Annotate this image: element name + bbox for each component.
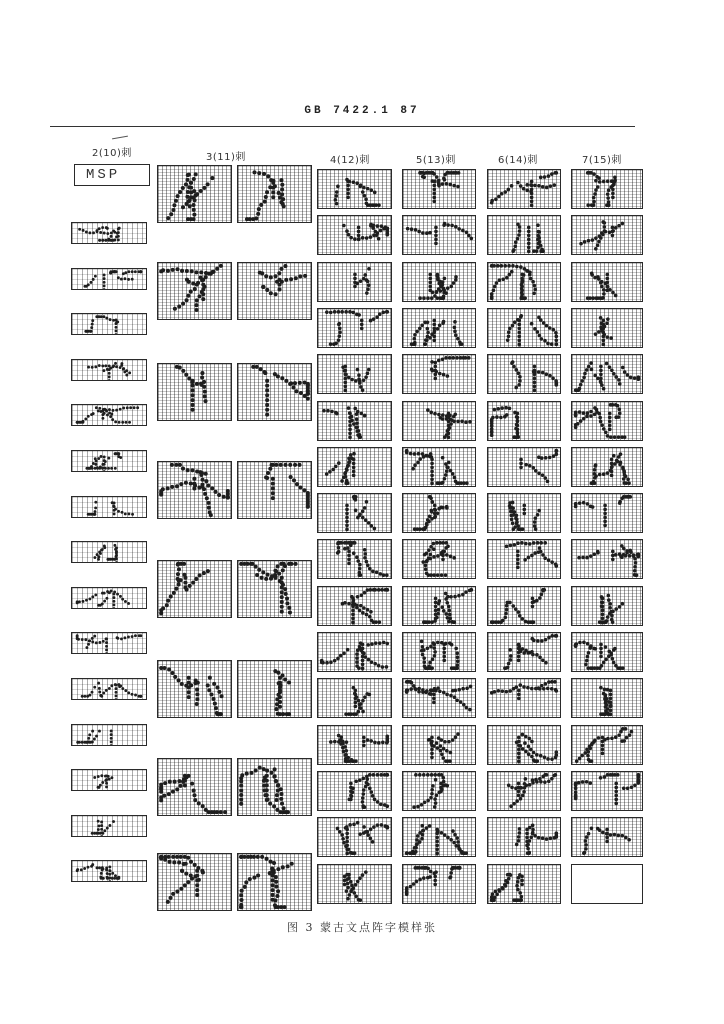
glyph-dots — [488, 216, 560, 254]
col3-matrix-cell — [157, 363, 232, 421]
standard-number: GB 7422.1 87 — [304, 105, 420, 117]
glyph-dots — [488, 865, 560, 903]
col7-matrix-cell — [571, 308, 643, 348]
glyph-dots — [318, 494, 391, 532]
col3-matrix-cell — [237, 262, 312, 320]
col2-strip-cell — [71, 860, 147, 882]
col7-matrix-cell — [571, 725, 643, 765]
glyph-dots — [318, 216, 391, 254]
glyph-dots — [572, 633, 642, 671]
column-label-7: 7(15)刺 — [582, 155, 622, 166]
col5-matrix-cell — [402, 771, 476, 811]
col6-matrix-cell — [487, 493, 561, 533]
glyph-dots — [488, 309, 560, 347]
col4-matrix-cell — [317, 401, 392, 441]
glyph-dots — [72, 588, 146, 608]
col4-matrix-cell — [317, 354, 392, 394]
column-label-5: 5(13)刺 — [416, 155, 456, 166]
glyph-dots — [488, 772, 560, 810]
glyph-dots — [238, 661, 311, 717]
glyph-dots — [72, 816, 146, 836]
scribble-mark — [112, 136, 128, 140]
col7-matrix-cell — [571, 539, 643, 579]
glyph-dots — [403, 170, 475, 208]
glyph-dots — [488, 679, 560, 717]
glyph-dots — [72, 770, 146, 790]
glyph-dots — [403, 540, 475, 578]
glyph-dots — [488, 355, 560, 393]
glyph-dots — [572, 818, 642, 856]
glyph-dots — [572, 448, 642, 486]
glyph-dots — [238, 263, 311, 319]
glyph-dots — [318, 587, 391, 625]
glyph-dots — [403, 633, 475, 671]
col7-matrix-cell — [571, 632, 643, 672]
col3-matrix-cell — [157, 758, 232, 816]
col3-matrix-cell — [157, 165, 232, 223]
figure-caption: 图 3 蒙古文点阵字模样张 — [287, 921, 437, 934]
glyph-dots — [488, 633, 560, 671]
col5-matrix-cell — [402, 262, 476, 302]
msp-sample-label: MSP — [86, 167, 121, 183]
glyph-dots — [318, 772, 391, 810]
col5-matrix-cell — [402, 169, 476, 209]
col2-strip-cell — [71, 222, 147, 244]
glyph-dots — [72, 451, 146, 471]
col6-matrix-cell — [487, 401, 561, 441]
glyph-dots — [572, 216, 642, 254]
col6-matrix-cell — [487, 447, 561, 487]
glyph-dots — [158, 759, 231, 815]
col7-matrix-cell — [571, 262, 643, 302]
glyph-dots — [488, 587, 560, 625]
col2-strip-cell — [71, 815, 147, 837]
col4-matrix-cell — [317, 539, 392, 579]
glyph-dots — [318, 865, 391, 903]
col4-matrix-cell — [317, 864, 392, 904]
glyph-dots — [572, 170, 642, 208]
glyph-dots — [72, 405, 146, 425]
col4-matrix-cell — [317, 262, 392, 302]
col4-matrix-cell — [317, 586, 392, 626]
glyph-dots — [403, 402, 475, 440]
glyph-dots — [318, 402, 391, 440]
glyph-dots — [238, 854, 311, 910]
col7-matrix-cell — [571, 493, 643, 533]
glyph-dots — [238, 759, 311, 815]
col3-matrix-cell — [237, 165, 312, 223]
col7-matrix-cell — [571, 771, 643, 811]
glyph-dots — [158, 263, 231, 319]
col2-strip-cell — [71, 313, 147, 335]
col6-matrix-cell — [487, 864, 561, 904]
column-label-6: 6(14)刺 — [498, 155, 538, 166]
glyph-dots — [72, 542, 146, 562]
col6-matrix-cell — [487, 632, 561, 672]
col5-matrix-cell — [402, 539, 476, 579]
col3-matrix-cell — [157, 853, 232, 911]
glyph-dots — [318, 448, 391, 486]
column-label-3: 3(11)刺 — [206, 152, 246, 163]
col5-matrix-cell — [402, 354, 476, 394]
col6-matrix-cell — [487, 308, 561, 348]
col4-matrix-cell — [317, 817, 392, 857]
glyph-dots — [238, 462, 311, 518]
glyph-dots — [403, 587, 475, 625]
glyph-dots — [488, 494, 560, 532]
col7-matrix-cell — [571, 678, 643, 718]
glyph-dots — [72, 679, 146, 699]
col3-matrix-cell — [237, 660, 312, 718]
col6-matrix-cell — [487, 725, 561, 765]
glyph-dots — [572, 540, 642, 578]
col4-matrix-cell — [317, 493, 392, 533]
glyph-dots — [488, 726, 560, 764]
glyph-dots — [403, 726, 475, 764]
glyph-dots — [238, 561, 311, 617]
glyph-dots — [403, 448, 475, 486]
col5-matrix-cell — [402, 215, 476, 255]
glyph-dots — [403, 772, 475, 810]
glyph-dots — [403, 355, 475, 393]
glyph-dots — [572, 679, 642, 717]
glyph-dots — [158, 166, 231, 222]
glyph-dots — [318, 818, 391, 856]
col7-matrix-cell — [571, 447, 643, 487]
col2-strip-cell — [71, 587, 147, 609]
glyph-dots — [158, 364, 231, 420]
glyph-dots — [572, 309, 642, 347]
glyph-dots — [488, 540, 560, 578]
col7-matrix-cell — [571, 401, 643, 441]
col7-matrix-cell — [571, 817, 643, 857]
col3-matrix-cell — [157, 560, 232, 618]
glyph-dots — [403, 263, 475, 301]
glyph-dots — [318, 263, 391, 301]
col4-matrix-cell — [317, 678, 392, 718]
glyph-dots — [158, 561, 231, 617]
glyph-dots — [488, 170, 560, 208]
col4-matrix-cell — [317, 169, 392, 209]
glyph-dots — [238, 166, 311, 222]
glyph-dots — [403, 494, 475, 532]
col6-matrix-cell — [487, 678, 561, 718]
glyph-dots — [403, 818, 475, 856]
col2-strip-cell — [71, 450, 147, 472]
glyph-dots — [318, 540, 391, 578]
col4-matrix-cell — [317, 632, 392, 672]
col2-strip-cell — [71, 632, 147, 654]
glyph-dots — [72, 725, 146, 745]
col7-matrix-cell — [571, 354, 643, 394]
glyph-dots — [72, 269, 146, 289]
col3-matrix-cell — [157, 461, 232, 519]
col6-matrix-cell — [487, 586, 561, 626]
col5-matrix-cell — [402, 864, 476, 904]
glyph-dots — [403, 679, 475, 717]
empty-matrix-cell — [571, 864, 643, 904]
glyph-dots — [572, 726, 642, 764]
col3-matrix-cell — [237, 853, 312, 911]
glyph-dots — [72, 314, 146, 334]
col3-matrix-cell — [237, 461, 312, 519]
glyph-dots — [488, 402, 560, 440]
col6-matrix-cell — [487, 262, 561, 302]
col5-matrix-cell — [402, 678, 476, 718]
col5-matrix-cell — [402, 586, 476, 626]
col4-matrix-cell — [317, 215, 392, 255]
col2-strip-cell — [71, 678, 147, 700]
glyph-dots — [403, 865, 475, 903]
glyph-dots — [318, 633, 391, 671]
glyph-dots — [318, 170, 391, 208]
col3-matrix-cell — [157, 262, 232, 320]
glyph-dots — [318, 355, 391, 393]
glyph-dots — [488, 448, 560, 486]
glyph-dots — [572, 355, 642, 393]
col5-matrix-cell — [402, 725, 476, 765]
glyph-dots — [318, 679, 391, 717]
glyph-dots — [72, 633, 146, 653]
col2-strip-cell — [71, 359, 147, 381]
col5-matrix-cell — [402, 308, 476, 348]
glyph-dots — [403, 309, 475, 347]
col2-strip-cell — [71, 541, 147, 563]
col2-strip-cell — [71, 404, 147, 426]
glyph-dots — [72, 223, 146, 243]
col3-matrix-cell — [237, 363, 312, 421]
glyph-dots — [72, 861, 146, 881]
glyph-dots — [158, 462, 231, 518]
col3-matrix-cell — [237, 758, 312, 816]
col6-matrix-cell — [487, 215, 561, 255]
glyph-dots — [403, 216, 475, 254]
col4-matrix-cell — [317, 308, 392, 348]
col5-matrix-cell — [402, 401, 476, 441]
header-rule — [50, 126, 635, 127]
col3-matrix-cell — [237, 560, 312, 618]
glyph-dots — [572, 263, 642, 301]
glyph-dots — [572, 772, 642, 810]
col5-matrix-cell — [402, 817, 476, 857]
glyph-dots — [158, 661, 231, 717]
glyph-dots — [72, 497, 146, 517]
glyph-dots — [318, 309, 391, 347]
col4-matrix-cell — [317, 771, 392, 811]
glyph-dots — [488, 818, 560, 856]
glyph-dots — [238, 364, 311, 420]
glyph-dots — [488, 263, 560, 301]
col6-matrix-cell — [487, 169, 561, 209]
col7-matrix-cell — [571, 586, 643, 626]
col2-strip-cell — [71, 769, 147, 791]
col6-matrix-cell — [487, 354, 561, 394]
column-label-2: 2(10)刺 — [92, 148, 132, 159]
column-label-4: 4(12)刺 — [330, 155, 370, 166]
col5-matrix-cell — [402, 493, 476, 533]
glyph-dots — [572, 402, 642, 440]
glyph-dots — [318, 726, 391, 764]
col7-matrix-cell — [571, 215, 643, 255]
col6-matrix-cell — [487, 817, 561, 857]
col4-matrix-cell — [317, 725, 392, 765]
col2-strip-cell — [71, 724, 147, 746]
col4-matrix-cell — [317, 447, 392, 487]
col5-matrix-cell — [402, 447, 476, 487]
col2-strip-cell — [71, 496, 147, 518]
col3-matrix-cell — [157, 660, 232, 718]
glyph-dots — [572, 494, 642, 532]
col2-strip-cell — [71, 268, 147, 290]
glyph-dots — [158, 854, 231, 910]
glyph-dots — [72, 360, 146, 380]
col6-matrix-cell — [487, 539, 561, 579]
col5-matrix-cell — [402, 632, 476, 672]
col6-matrix-cell — [487, 771, 561, 811]
col7-matrix-cell — [571, 169, 643, 209]
glyph-dots — [572, 587, 642, 625]
